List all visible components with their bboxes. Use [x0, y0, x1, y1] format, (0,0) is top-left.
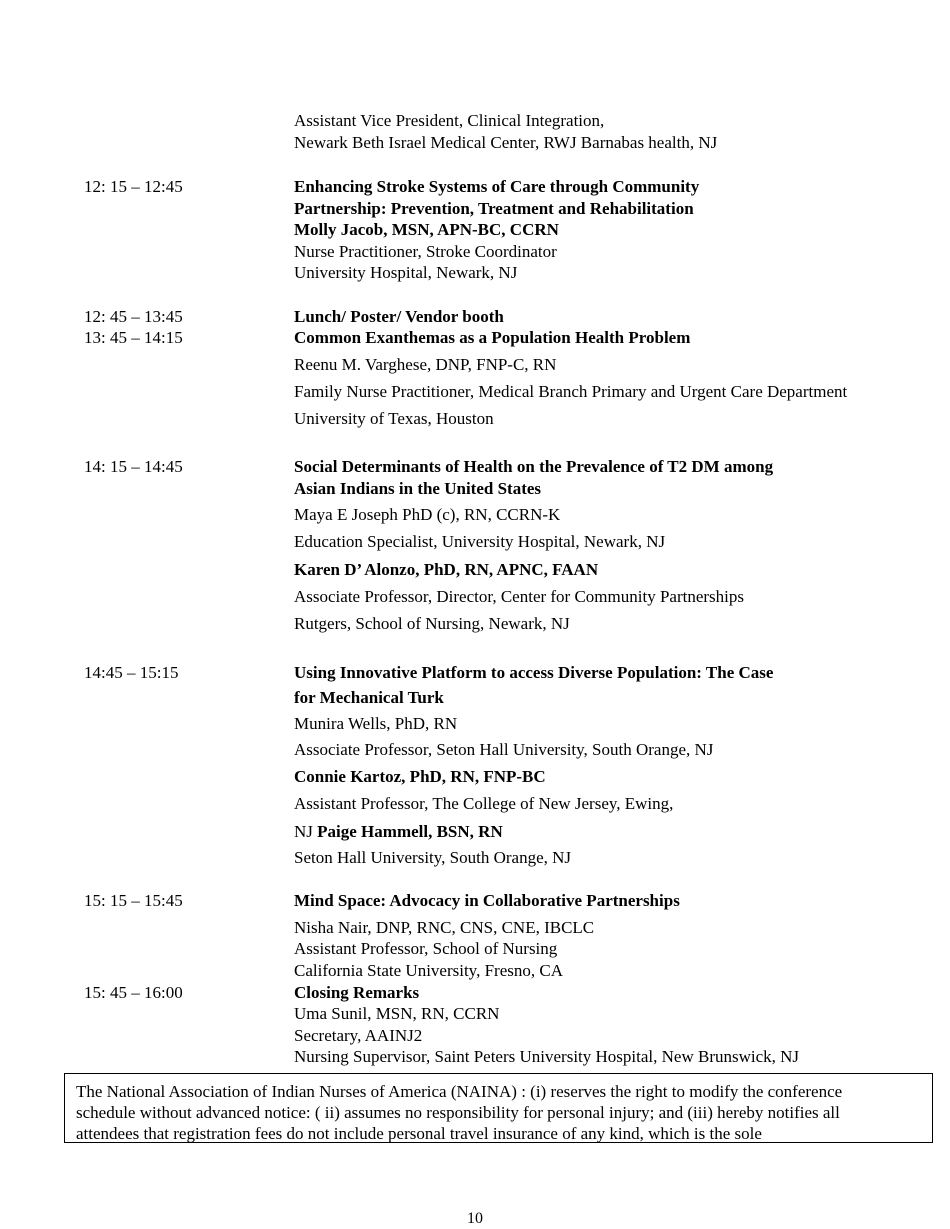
speaker-affiliation: California State University, Fresno, CA: [294, 961, 563, 980]
speaker-affiliation: Associate Professor, Seton Hall University, South Orange, NJ: [294, 740, 714, 759]
session-title: Enhancing Stroke Systems of Care through Community: [294, 177, 700, 196]
speaker-affiliation: Family Nurse Practitioner, Medical Branch Primary and Urgent Care Department: [294, 382, 848, 401]
speaker-affiliation: Assistant Vice President, Clinical Integration,: [294, 111, 605, 130]
speaker-affiliation: Secretary, AAINJ2: [294, 1026, 423, 1045]
session-time: 12: 45 – 13:45: [84, 307, 183, 326]
speaker-affiliation: University Hospital, Newark, NJ: [294, 263, 518, 282]
session-title: Asian Indians in the United States: [294, 479, 542, 498]
session-title: Closing Remarks: [294, 983, 420, 1002]
speaker-affiliation: Assistant Professor, School of Nursing: [294, 939, 558, 958]
session-time: 13: 45 – 14:15: [84, 328, 183, 347]
disclaimer-line: schedule without advanced notice: ( ii) assumes no responsibility for personal injury; and (iii) hereby notifies all: [76, 1103, 840, 1122]
speaker-name: Nisha Nair, DNP, RNC, CNS, CNE, IBCLC: [294, 918, 595, 937]
session-time: 14:45 – 15:15: [84, 663, 179, 682]
speaker-affiliation: Associate Professor, Director, Center for Community Partnerships: [294, 587, 744, 606]
speaker-affiliation: Education Specialist, University Hospital, Newark, NJ: [294, 532, 666, 551]
speaker-affiliation: Rutgers, School of Nursing, Newark, NJ: [294, 614, 570, 633]
disclaimer-line: attendees that registration fees do not include personal travel insurance of any kind, which is the sole: [76, 1124, 762, 1143]
speaker-affiliation: University of Texas, Houston: [294, 409, 494, 428]
speaker-affiliation: Nursing Supervisor, Saint Peters University Hospital, New Brunswick, NJ: [294, 1047, 800, 1066]
session-title: for Mechanical Turk: [294, 688, 444, 707]
speaker-affiliation: Nurse Practitioner, Stroke Coordinator: [294, 242, 557, 261]
speaker-name: Munira Wells, PhD, RN: [294, 714, 458, 733]
session-title: Using Innovative Platform to access Diverse Population: The Case: [294, 663, 774, 682]
disclaimer-notice: [64, 1073, 933, 1143]
speaker-name: Reenu M. Varghese, DNP, FNP-C, RN: [294, 355, 557, 374]
speaker-name: Molly Jacob, MSN, APN-BC, CCRN: [294, 220, 559, 239]
disclaimer-line: The National Association of Indian Nurses of America (NAINA) : (i) reserves the right to modify the conference: [76, 1082, 843, 1101]
session-time: 14: 15 – 14:45: [84, 457, 183, 476]
speaker-name: Maya E Joseph PhD (c), RN, CCRN-K: [294, 505, 561, 524]
page-number: 10: [467, 1210, 483, 1227]
session-title: Partnership: Prevention, Treatment and Rehabilitation: [294, 199, 694, 218]
speaker-name: Uma Sunil, MSN, RN, CCRN: [294, 1004, 500, 1023]
session-title: Common Exanthemas as a Population Health Problem: [294, 328, 691, 347]
speaker-affiliation-line: [294, 822, 503, 842]
session-title: Lunch/ Poster/ Vendor booth: [294, 307, 504, 326]
speaker-affiliation: Seton Hall University, South Orange, NJ: [294, 848, 572, 867]
session-time: 15: 15 – 15:45: [84, 891, 183, 910]
session-title: Social Determinants of Health on the Prevalence of T2 DM among: [294, 457, 774, 476]
speaker-affiliation: NJ: [294, 822, 313, 841]
speaker-affiliation: Newark Beth Israel Medical Center, RWJ Barnabas health, NJ: [294, 133, 718, 152]
speaker-name: Paige Hammell, BSN, RN: [317, 822, 503, 841]
speaker-name: Connie Kartoz, PhD, RN, FNP-BC: [294, 767, 546, 786]
session-time: 12: 15 – 12:45: [84, 177, 183, 196]
session-title: Mind Space: Advocacy in Collaborative Partnerships: [294, 891, 680, 910]
session-time: 15: 45 – 16:00: [84, 983, 183, 1002]
speaker-affiliation: Assistant Professor, The College of New Jersey, Ewing,: [294, 794, 674, 813]
speaker-name: Karen D’ Alonzo, PhD, RN, APNC, FAAN: [294, 560, 599, 579]
